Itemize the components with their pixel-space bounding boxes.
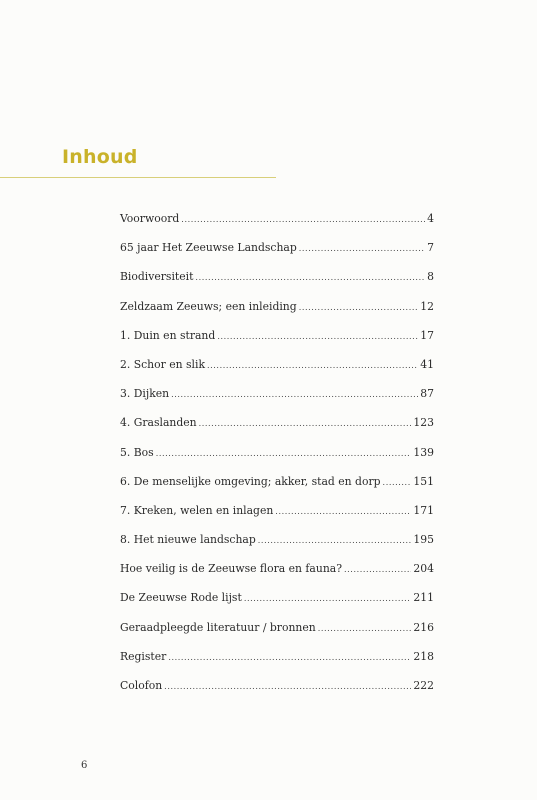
toc-entry-page: 216: [413, 620, 434, 634]
toc-entry-65-jaar[interactable]: [120, 241, 434, 270]
toc-entry-page: 222: [413, 679, 434, 692]
toc-entry-page: 123: [413, 416, 434, 430]
toc-leader-dots: [181, 213, 425, 227]
toc-entry-page: 151: [413, 474, 434, 488]
toc-entry-label: Hoe veilig is de Zeeuwse flora en fauna?: [120, 562, 343, 576]
toc-leader-dots: [217, 330, 418, 344]
toc-entry-page: 7: [427, 241, 434, 255]
toc-entry-label: 7. Kreken, welen en inlagen: [120, 503, 274, 517]
toc-entry-zeldzaam-zeeuws[interactable]: [120, 300, 434, 329]
toc-entry-register[interactable]: [120, 650, 434, 679]
toc-entry-biodiversiteit[interactable]: [120, 270, 434, 299]
toc-leader-dots: [318, 622, 412, 636]
toc-entry-dijken[interactable]: [120, 387, 434, 416]
toc-leader-dots: [383, 476, 412, 490]
toc-entry-label: 5. Bos: [120, 445, 154, 459]
toc-entry-label: 6. De menselijke omgeving; akker, stad en dorp: [120, 474, 381, 488]
toc-entry-page: 195: [413, 533, 434, 547]
toc-entry-label: 65 jaar Het Zeeuwse Landschap: [120, 241, 297, 255]
page-number: 6: [81, 760, 88, 771]
toc-leader-dots: [164, 680, 411, 694]
toc-entry-label: De Zeeuwse Rode lijst: [120, 591, 242, 605]
toc-leader-dots: [156, 447, 412, 461]
table-of-contents: [120, 212, 434, 708]
toc-leader-dots: [299, 301, 419, 315]
toc-leader-dots: [168, 651, 411, 665]
toc-entry-schor-en-slik[interactable]: [120, 358, 434, 387]
toc-entry-label: Biodiversiteit: [120, 270, 194, 284]
toc-entry-graslanden[interactable]: [120, 416, 434, 445]
toc-entry-label: 8. Het nieuwe landschap: [120, 533, 256, 547]
toc-entry-label: 3. Dijken: [120, 387, 170, 401]
toc-entry-label: Zeldzaam Zeeuws; een inleiding: [120, 299, 297, 313]
toc-entry-label: Voorwoord: [120, 212, 180, 225]
toc-entry-literatuur-bronnen[interactable]: [120, 621, 434, 650]
toc-entry-label: 2. Schor en slik: [120, 357, 205, 371]
toc-entry-rode-lijst[interactable]: [120, 591, 434, 620]
toc-entry-page: 204: [413, 562, 434, 576]
toc-entry-nieuwe-landschap[interactable]: [120, 533, 434, 562]
toc-entry-page: 211: [413, 591, 434, 605]
toc-entry-page: 8: [427, 270, 434, 284]
toc-entry-page: 87: [420, 387, 434, 401]
toc-entry-label: Colofon: [120, 679, 163, 692]
toc-entry-page: 17: [420, 328, 434, 342]
toc-leader-dots: [171, 388, 418, 402]
toc-leader-dots: [299, 242, 425, 256]
toc-entry-page: 218: [413, 649, 434, 663]
toc-leader-dots: [344, 563, 411, 577]
toc-entry-duin-en-strand[interactable]: [120, 329, 434, 358]
toc-entry-hoe-veilig[interactable]: [120, 562, 434, 591]
toc-leader-dots: [275, 505, 411, 519]
toc-entry-voorwoord[interactable]: [120, 212, 434, 241]
toc-leader-dots: [195, 271, 425, 285]
toc-entry-menselijke-omgeving[interactable]: [120, 475, 434, 504]
toc-entry-label: 1. Duin en strand: [120, 328, 216, 342]
toc-entry-bos[interactable]: [120, 446, 434, 475]
toc-entry-colofon[interactable]: [120, 679, 434, 708]
toc-entry-kreken-welen-inlagen[interactable]: [120, 504, 434, 533]
toc-entry-label: Geraadpleegde literatuur / bronnen: [120, 620, 316, 634]
toc-leader-dots: [199, 417, 412, 431]
page-title: Inhoud: [62, 146, 138, 168]
toc-entry-page: 41: [420, 357, 434, 371]
toc-leader-dots: [207, 359, 418, 373]
toc-leader-dots: [258, 534, 412, 548]
toc-entry-page: 4: [427, 212, 434, 225]
toc-entry-page: 139: [413, 445, 434, 459]
toc-entry-label: 4. Graslanden: [120, 416, 197, 430]
toc-entry-page: 171: [413, 503, 434, 517]
toc-entry-page: 12: [420, 299, 434, 313]
title-underline: [0, 177, 276, 178]
toc-entry-label: Register: [120, 649, 167, 663]
toc-leader-dots: [244, 592, 412, 606]
